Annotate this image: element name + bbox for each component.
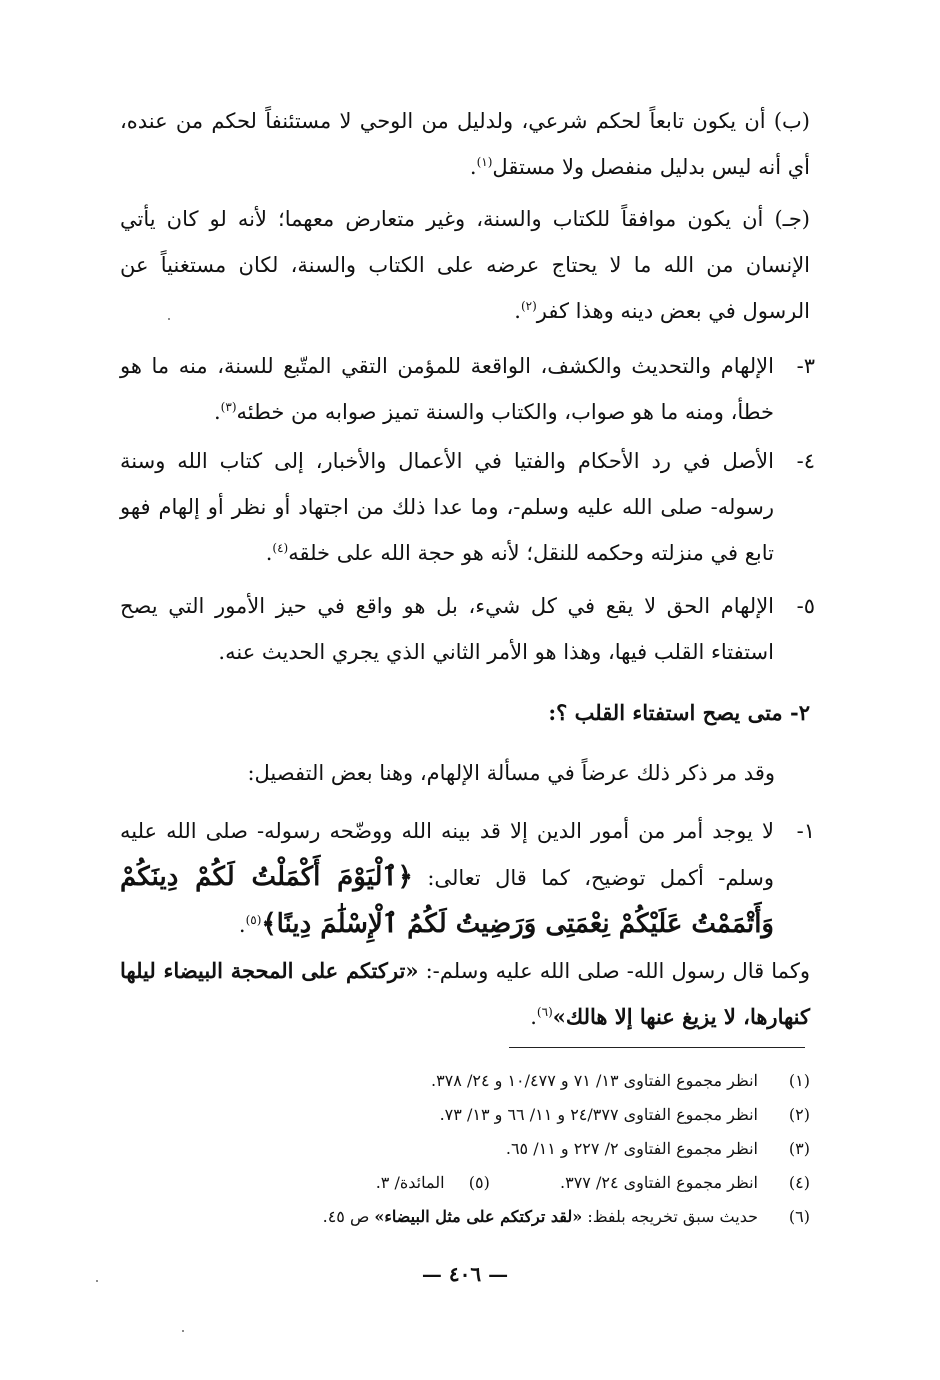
- footnote-number: (٦): [788, 1207, 810, 1226]
- numbered-item-3: [120, 343, 815, 435]
- paragraph-j: (جـ) أن يكون موافقاً للكتاب والسنة، وغير متعارض معهما؛ لأنه لو كان يأتي الإنسان من الله ما لا يحتاج عرضه على الكتاب والسنة، لكان مستغنياً عن الرسول في بعض دينه وهذا كفر$^{(٢)}$.: [120, 207, 810, 323]
- intro-paragraph: وقد مر ذكر ذلك عرضاً في مسألة الإلهام، وهنا بعض التفصيل:: [247, 761, 775, 785]
- footnote-separator: [509, 1047, 805, 1048]
- numbered-item-1: [120, 808, 815, 948]
- footnote-text-lead: حديث سبق تخريجه بلفظ:: [587, 1207, 758, 1226]
- paragraph-j-text: أن يكون موافقاً للكتاب والسنة، وغير متعارض معهما؛ لأنه لو كان يأتي الإنسان من الله ما لا يحتاج عرضه على الكتاب والسنة، لكان مستغنياً عن الرسول في بعض دينه وهذا كفر: [120, 207, 810, 323]
- item-text: الأصل في رد الأحكام والفتيا في الأعمال والأخبار، إلى كتاب الله وسنة رسوله- صلى الله عليه وسلم-، وما عدا ذلك من اجتهاد أو نظر أو إلهام فهو تابع في منزلته وحكمه للنقل؛ لأنه هو حجة الله على خلقه: [120, 449, 774, 565]
- footnote-5-text: المائدة/ ٣.: [375, 1173, 445, 1192]
- footnote-3: [120, 1131, 810, 1167]
- page-number: — ٤٠٦ —: [421, 1262, 509, 1286]
- numbered-item-4: [120, 438, 815, 576]
- footnote-1: [120, 1063, 810, 1099]
- footnote-text-bold: «لقد تركتكم على مثل البيضاء»: [374, 1207, 583, 1226]
- footnote-5-number: (٥): [468, 1173, 490, 1192]
- paragraph-b: (ب) أن يكون تابعاً لحكم شرعي، ولدليل من الوحي لا مستئنفاً لحكم من عنده، أي أنه ليس بدليل منفصل ولا مستقل$^{(١)}$.: [120, 109, 810, 179]
- quran-verse: ﴿ٱلْيَوْمَ أَكْمَلْتُ لَكُمْ دِينَكُمْ وَأَتْمَمْتُ عَلَيْكُمْ نِعْمَتِى وَرَضِيتُ لَكُمُ ٱلْإِسْلَٰمَ دِينًا﴾: [120, 862, 774, 939]
- footnote-ref-4[interactable]: (٤): [272, 541, 289, 555]
- scan-speck: [96, 1280, 98, 1282]
- section-heading: ٢- متى يصح استفتاء القلب ؟:: [548, 700, 810, 725]
- item-number: ١-: [796, 819, 815, 843]
- item-number: ٥-: [796, 594, 815, 618]
- hadith-paragraph: [120, 948, 810, 1040]
- paragraph-j-prefix: (جـ): [774, 207, 810, 231]
- footnote-text-tail: ص ٤٥.: [322, 1207, 370, 1226]
- footnote-ref-6[interactable]: (٦): [536, 1005, 553, 1019]
- footnote-text: انظر مجموع الفتاوى ١٣/ ٧١ و ١٠/٤٧٧ و ٢٤/ ٣٧٨.: [430, 1071, 758, 1090]
- hadith-lead: وكما قال رسول الله- صلى الله عليه وسلم-:: [425, 959, 810, 983]
- footnote-text: انظر مجموع الفتاوى ٢٤/٣٧٧ و ١١/ ٦٦ و ١٣/ ٧٣.: [439, 1105, 758, 1124]
- item-number: ٣-: [796, 354, 815, 378]
- item-end: .: [238, 913, 246, 937]
- footnote-ref-3[interactable]: (٣): [220, 400, 237, 414]
- hadith-end: .: [530, 1005, 537, 1029]
- footnote-2: [120, 1097, 810, 1133]
- item-number: ٤-: [796, 449, 815, 473]
- scan-speck: [182, 1330, 184, 1332]
- item-text: لا يوجد أمر من أمور الدين إلا قد بينه الله ووضّحه رسوله- صلى الله عليه وسلم- أكمل توضيح، كما قال تعالى:: [120, 819, 774, 890]
- footnote-number: (٣): [788, 1139, 810, 1158]
- footnote-ref-1[interactable]: (١): [476, 155, 493, 169]
- hadith-quote: «تركتكم على المحجة البيضاء ليلها كنهارها، لا يزيغ عنها إلا هالك»: [120, 958, 810, 1029]
- footnote-4: [120, 1165, 810, 1201]
- footnote-number: (١): [788, 1071, 810, 1090]
- footnote-ref-5[interactable]: (٥): [245, 913, 262, 927]
- footnote-6: [120, 1199, 810, 1235]
- item-text: الإلهام الحق لا يقع في كل شيء، بل هو واقع في حيز الأمور التي يصح استفتاء القلب فيها، وهذا هو الأمر الثاني الذي يجري الحديث عنه.: [120, 594, 774, 664]
- footnote-ref-2[interactable]: (٢): [520, 299, 537, 313]
- footnote-number: (٤): [788, 1173, 810, 1192]
- paragraph-b-text: أن يكون تابعاً لحكم شرعي، ولدليل من الوحي لا مستئنفاً لحكم من عنده، أي أنه ليس بدليل منفصل ولا مستقل: [120, 109, 810, 179]
- numbered-item-5: [120, 583, 815, 675]
- item-end: .: [213, 400, 221, 424]
- item-text: الإلهام والتحديث والكشف، الواقعة للمؤمن التقي المتّبع للسنة، منه ما هو خطأ، ومنه ما هو صواب، والكتاب والسنة تميز صوابه من خطئه: [120, 354, 774, 424]
- item-end: .: [265, 541, 273, 565]
- footnote-text: انظر مجموع الفتاوى ٢٤/ ٣٧٧.: [560, 1173, 758, 1192]
- footnote-text: انظر مجموع الفتاوى ٢/ ٢٢٧ و ١١/ ٦٥.: [505, 1139, 758, 1158]
- footnote-number: (٢): [788, 1105, 810, 1124]
- scan-speck: [168, 318, 170, 320]
- paragraph-b-prefix: (ب): [773, 109, 810, 133]
